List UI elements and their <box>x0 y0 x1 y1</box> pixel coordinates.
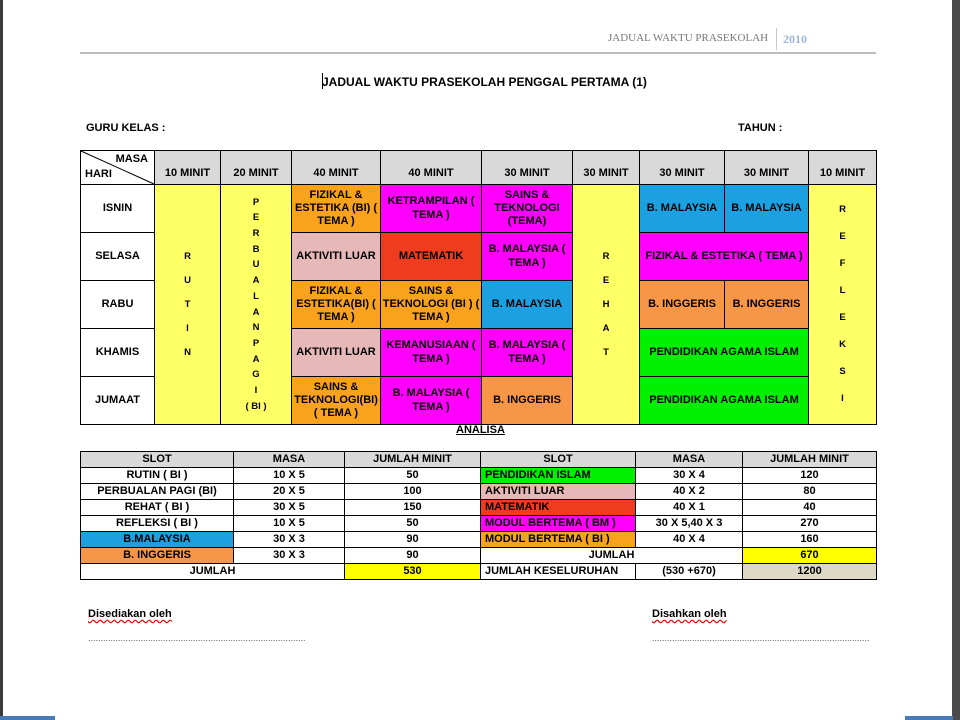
slot-selasa-2: MATEMATIK <box>381 233 482 281</box>
slot-minit: 160 <box>743 532 877 548</box>
tahun-label: TAHUN : <box>738 122 783 134</box>
day-rabu: RABU <box>81 281 155 329</box>
column-header: 40 MINIT <box>381 151 482 185</box>
slot-khamis-1: AKTIVITI LUAR <box>292 329 381 377</box>
slot-minit: 50 <box>345 468 481 484</box>
slot-name: PERBUALAN PAGI (BI) <box>81 484 234 500</box>
rutin-letters <box>155 205 220 405</box>
window-edge-bottom-right <box>905 716 953 720</box>
rehat-column <box>573 185 640 425</box>
slot-isnin-5: B. MALAYSIA <box>725 185 809 233</box>
analisa-row <box>81 500 877 516</box>
slot-rabu-1: FIZIKAL & ESTETIKA(BI) ( TEMA ) <box>292 281 381 329</box>
analisa-row <box>81 548 877 564</box>
slot-minit: 50 <box>345 516 481 532</box>
refleksi-letter: R <box>839 204 846 216</box>
slot-minit: 100 <box>345 484 481 500</box>
refleksi-letter: E <box>839 312 846 324</box>
rutin-letter: N <box>184 346 191 358</box>
rutin-letter: R <box>184 250 191 262</box>
analisa-header: SLOT <box>481 452 636 468</box>
analisa-row <box>81 516 877 532</box>
perbualan-letter: A <box>252 353 260 365</box>
slot-rabu-4: B. INGGERIS <box>640 281 725 329</box>
slot-minit: 40 <box>743 500 877 516</box>
slot-minit: 120 <box>743 468 877 484</box>
slot-selasa-1: AKTIVITI LUAR <box>292 233 381 281</box>
day-jumaat: JUMAAT <box>81 377 155 425</box>
day-khamis: KHAMIS <box>81 329 155 377</box>
slot-minit: 270 <box>743 516 877 532</box>
perbualan-letter: N <box>252 322 260 334</box>
rutin-column <box>155 185 221 425</box>
perbualan-letter: A <box>252 306 260 318</box>
slot-masa: 30 X 3 <box>234 532 345 548</box>
rehat-letter: E <box>602 274 610 286</box>
rutin-letter: I <box>186 322 189 334</box>
slot-minit: 90 <box>345 532 481 548</box>
refleksi-letter: S <box>839 366 846 378</box>
page-header-title: JADUAL WAKTU PRASEKOLAH <box>608 32 769 44</box>
left-jumlah-label: JUMLAH <box>81 564 345 580</box>
slot-name: MODUL BERTEMA ( BI ) <box>481 532 636 548</box>
signature-line-approved: ....................................................................................... <box>652 633 870 643</box>
guru-kelas-label: GURU KELAS : <box>86 122 166 134</box>
slot-jumaat-1: SAINS & TEKNOLOGI(BI) ( TEMA ) <box>292 377 381 425</box>
slot-masa: 20 X 5 <box>234 484 345 500</box>
refleksi-letter: I <box>841 393 844 405</box>
slot-jumaat-3: B. INGGERIS <box>482 377 573 425</box>
slot-isnin-3: SAINS & TEKNOLOGI (TEMA) <box>482 185 573 233</box>
timetable <box>80 150 877 425</box>
slot-minit: 150 <box>345 500 481 516</box>
analisa-header: SLOT <box>81 452 234 468</box>
slot-minit: 80 <box>743 484 877 500</box>
disahkan-oleh-label: Disahkan oleh <box>652 608 727 620</box>
perbualan-pagi-column <box>221 185 292 425</box>
signature-line-prepared: ....................................................................................... <box>88 633 306 643</box>
column-header: 30 MINIT <box>640 151 725 185</box>
analisa-heading: ANALISA <box>456 424 505 436</box>
perbualan-letter: E <box>252 212 260 224</box>
perbualan-letters <box>221 187 291 423</box>
slot-masa: 10 X 5 <box>234 468 345 484</box>
refleksi-column <box>809 185 877 425</box>
analisa-row <box>81 484 877 500</box>
document-title[interactable]: JADUAL WAKTU PRASEKOLAH PENGGAL PERTAMA (1) <box>322 75 647 89</box>
slot-minit: 90 <box>345 548 481 564</box>
slot-name: PENDIDIKAN ISLAM <box>481 468 636 484</box>
timetable-corner <box>81 151 155 185</box>
rehat-letters <box>573 205 639 405</box>
rutin-letter: U <box>184 274 191 286</box>
perbualan-letter: U <box>252 259 260 271</box>
analisa-header: MASA <box>234 452 345 468</box>
column-header: 20 MINIT <box>221 151 292 185</box>
slot-name: REFLEKSI ( BI ) <box>81 516 234 532</box>
perbualan-letter: G <box>252 369 260 381</box>
slot-selasa-4: FIZIKAL & ESTETIKA ( TEMA ) <box>640 233 809 281</box>
slot-masa: 30 X 5,40 X 3 <box>636 516 743 532</box>
refleksi-letter: L <box>839 285 846 297</box>
rehat-letter: H <box>602 298 610 310</box>
slot-masa: 10 X 5 <box>234 516 345 532</box>
slot-masa: 30 X 4 <box>636 468 743 484</box>
column-header: 30 MINIT <box>482 151 573 185</box>
disediakan-oleh-label: Disediakan oleh <box>88 608 172 620</box>
column-header: 10 MINIT <box>155 151 221 185</box>
analisa-table <box>80 451 877 580</box>
slot-masa: 40 X 4 <box>636 532 743 548</box>
rehat-letter: A <box>602 322 610 334</box>
corner-hari-label: HARI <box>85 167 112 180</box>
analisa-row <box>81 468 877 484</box>
slot-selasa-3: B. MALAYSIA ( TEMA ) <box>482 233 573 281</box>
slot-khamis-4: PENDIDIKAN AGAMA ISLAM <box>640 329 809 377</box>
perbualan-letter: L <box>253 290 259 302</box>
slot-name: MATEMATIK <box>481 500 636 516</box>
right-jumlah-value: 670 <box>743 548 877 564</box>
perbualan-letter: I <box>254 385 258 397</box>
day-isnin: ISNIN <box>81 185 155 233</box>
slot-khamis-3: B. MALAYSIA ( TEMA ) <box>482 329 573 377</box>
refleksi-letters <box>809 187 876 423</box>
day-selasa: SELASA <box>81 233 155 281</box>
slot-masa: 40 X 2 <box>636 484 743 500</box>
right-jumlah-label: JUMLAH <box>481 548 743 564</box>
rutin-letter: T <box>184 298 191 310</box>
column-header: 40 MINIT <box>292 151 381 185</box>
refleksi-letter: E <box>839 231 846 243</box>
page-header-separator <box>776 28 777 50</box>
window-edge-left <box>0 0 3 720</box>
perbualan-letter: B <box>252 243 260 255</box>
column-header: 30 MINIT <box>725 151 809 185</box>
perbualan-letter: ( BI ) <box>245 400 267 412</box>
slot-jumaat-4: PENDIDIKAN AGAMA ISLAM <box>640 377 809 425</box>
rehat-letter: T <box>603 346 609 358</box>
analisa-header: JUMLAH MINIT <box>743 452 877 468</box>
refleksi-letter: K <box>839 339 846 351</box>
slot-isnin-2: KETRAMPILAN ( TEMA ) <box>381 185 482 233</box>
page-header-year: 2010 <box>783 32 807 46</box>
jumlah-keseluruhan-formula: (530 +670) <box>636 564 743 580</box>
slot-name: AKTIVITI LUAR <box>481 484 636 500</box>
slot-isnin-4: B. MALAYSIA <box>640 185 725 233</box>
window-edge-bottom-left <box>0 716 55 720</box>
slot-name: REHAT ( BI ) <box>81 500 234 516</box>
slot-name: RUTIN ( BI ) <box>81 468 234 484</box>
slot-jumaat-2: B. MALAYSIA ( TEMA ) <box>381 377 482 425</box>
analisa-header: MASA <box>636 452 743 468</box>
slot-name: MODUL BERTEMA ( BM ) <box>481 516 636 532</box>
perbualan-letter: A <box>252 275 260 287</box>
slot-masa: 30 X 3 <box>234 548 345 564</box>
perbualan-letter: P <box>252 196 260 208</box>
analisa-header: JUMLAH MINIT <box>345 452 481 468</box>
analisa-total-row <box>81 564 877 580</box>
slot-masa: 30 X 5 <box>234 500 345 516</box>
jumlah-keseluruhan-label: JUMLAH KESELURUHAN <box>481 564 636 580</box>
slot-rabu-5: B. INGGERIS <box>725 281 809 329</box>
slot-rabu-3: B. MALAYSIA <box>482 281 573 329</box>
perbualan-letter: R <box>252 228 260 239</box>
window-edge-right <box>952 0 960 720</box>
corner-masa-label: MASA <box>115 153 148 165</box>
perbualan-letter: P <box>252 337 260 349</box>
jumlah-keseluruhan-value: 1200 <box>743 564 877 580</box>
slot-masa: 40 X 1 <box>636 500 743 516</box>
column-header: 10 MINIT <box>809 151 877 185</box>
rehat-letter: R <box>602 250 610 262</box>
slot-name: B.MALAYSIA <box>81 532 234 548</box>
column-header: 30 MINIT <box>573 151 640 185</box>
refleksi-letter: F <box>839 258 846 270</box>
analisa-row <box>81 532 877 548</box>
page-header-rule <box>80 52 876 54</box>
slot-khamis-2: KEMANUSIAAN ( TEMA ) <box>381 329 482 377</box>
slot-name: B. INGGERIS <box>81 548 234 564</box>
left-jumlah-value: 530 <box>345 564 481 580</box>
slot-isnin-1: FIZIKAL & ESTETIKA (BI) ( TEMA ) <box>292 185 381 233</box>
slot-rabu-2: SAINS & TEKNOLOGI (BI ) ( TEMA ) <box>381 281 482 329</box>
